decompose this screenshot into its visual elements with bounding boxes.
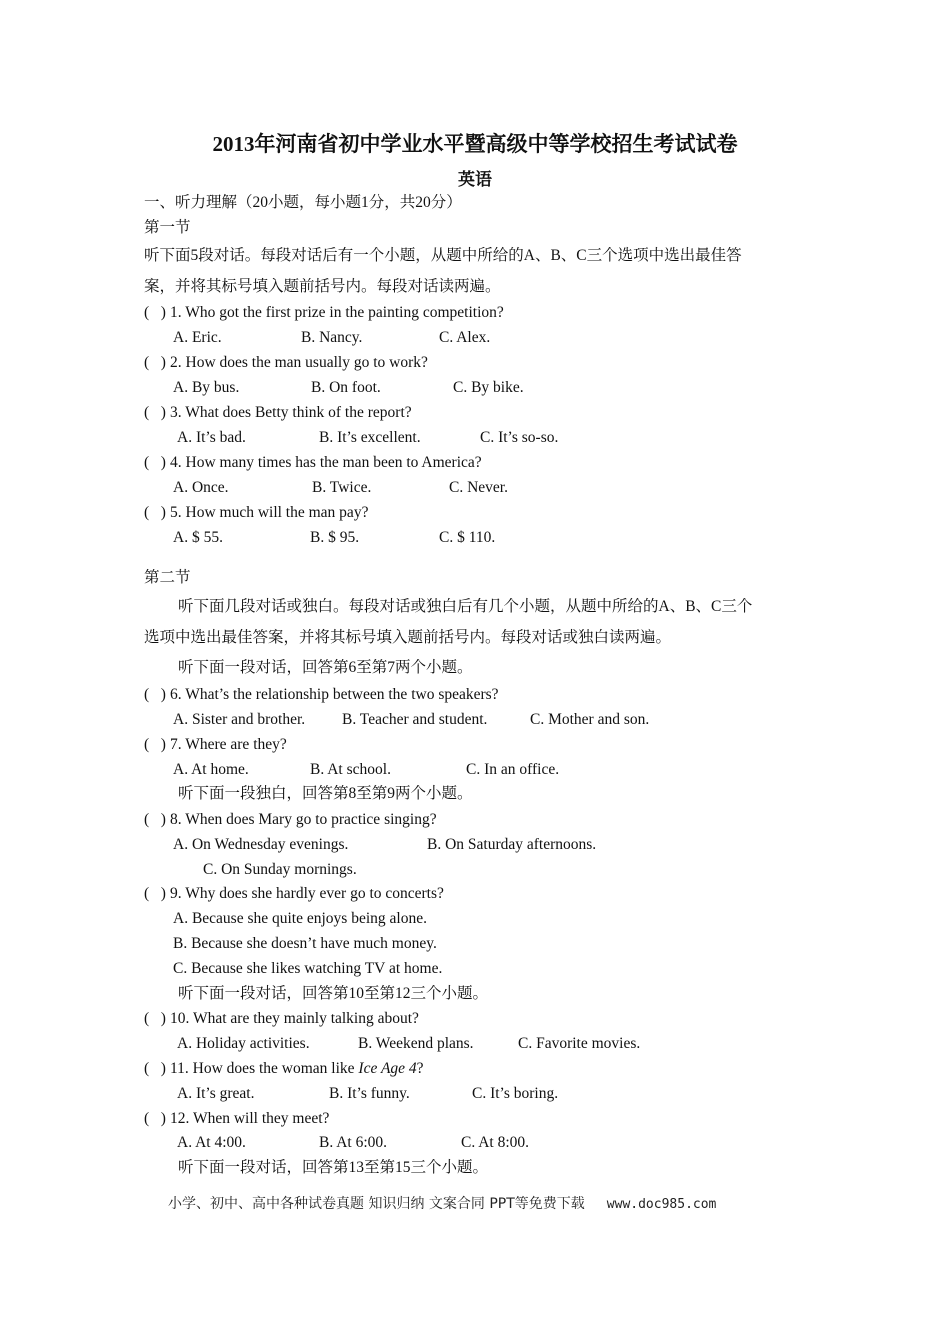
question-text: 9. Why does she hardly ever go to concerts? (170, 885, 444, 902)
question-11 (144, 1059, 424, 1079)
footer-text: 小学、初中、高中各种试卷真题 知识归纳 文案合同 PPT等免费下载 (168, 1196, 585, 1212)
answer-bracket[interactable]: ( ) (144, 811, 166, 828)
option-b: B. Twice. (312, 479, 372, 496)
answer-bracket[interactable]: ( ) (144, 504, 166, 521)
question-text-end: ? (416, 1060, 424, 1077)
option-b: B. At school. (310, 761, 391, 778)
question-text: 3. What does Betty think of the report? (170, 404, 412, 421)
answer-bracket[interactable]: ( ) (144, 404, 166, 421)
footer-url[interactable]: www.doc985.com (606, 1197, 717, 1212)
option-c: C. It’s boring. (472, 1085, 559, 1102)
option-a: A. $ 55. (173, 529, 223, 546)
option-a: A. Holiday activities. (177, 1035, 310, 1052)
question-text: 10. What are they mainly talking about? (170, 1010, 419, 1027)
option-a: A. Once. (173, 479, 229, 496)
question-1 (144, 303, 504, 323)
option-a: A. It’s great. (177, 1085, 255, 1102)
question-9 (144, 884, 444, 904)
option-b: B. At 6:00. (319, 1134, 388, 1151)
movie-title: Ice Age 4 (358, 1060, 417, 1077)
question-text: 7. Where are they? (170, 736, 287, 753)
dialogue-intro-13-15: 听下面一段对话，回答第13至第15三个小题。 (178, 1159, 489, 1176)
option-a: A. On Wednesday evenings. (173, 836, 349, 853)
answer-bracket[interactable]: ( ) (144, 1010, 166, 1027)
option-b: B. Because she doesn’t have much money. (173, 935, 437, 952)
question-3 (144, 403, 412, 423)
option-b: B. $ 95. (310, 529, 360, 546)
answer-bracket[interactable]: ( ) (144, 736, 166, 753)
option-b: B. Teacher and student. (342, 711, 488, 728)
answer-bracket[interactable]: ( ) (144, 1060, 166, 1077)
option-c: C. By bike. (453, 379, 524, 396)
option-a: A. At home. (173, 761, 249, 778)
section2-instruction-line1: 听下面几段对话或独白。每段对话或独白后有几个小题，从题中所给的A、B、C三个 (178, 598, 753, 615)
question-2 (144, 353, 428, 373)
option-c: C. In an office. (466, 761, 560, 778)
option-a: A. At 4:00. (177, 1134, 246, 1151)
option-a: A. Sister and brother. (173, 711, 306, 728)
option-c: C. Because she likes watching TV at home. (173, 960, 443, 977)
option-c: C. Never. (449, 479, 508, 496)
subject-title: 英语 (458, 170, 492, 189)
question-text: 2. How does the man usually go to work? (170, 354, 428, 371)
option-c: C. At 8:00. (461, 1134, 530, 1151)
question-4 (144, 453, 482, 473)
option-b: B. On Saturday afternoons. (427, 836, 597, 853)
section1-instruction-line2: 案，并将其标号填入题前括号内。每段对话读两遍。 (144, 278, 501, 295)
question-text: 5. How much will the man pay? (170, 504, 369, 521)
question-text: 1. Who got the first prize in the painting competition? (170, 304, 504, 321)
option-c: C. On Sunday mornings. (203, 861, 357, 878)
question-text: 11. How does the woman like (170, 1060, 359, 1077)
option-c: C. $ 110. (439, 529, 496, 546)
part1-heading: 一、听力理解（20小题，每小题1分，共20分） (144, 194, 462, 211)
option-b: B. It’s excellent. (319, 429, 421, 446)
option-a: A. Eric. (173, 329, 222, 346)
answer-bracket[interactable]: ( ) (144, 304, 166, 321)
section1-instruction-line1: 听下面5段对话。每段对话后有一个小题，从题中所给的A、B、C三个选项中选出最佳答 (144, 247, 742, 264)
question-text: 12. When will they meet? (170, 1110, 330, 1127)
dialogue-intro-6-7: 听下面一段对话，回答第6至第7两个小题。 (178, 659, 473, 676)
section2-instruction-line2: 选项中选出最佳答案，并将其标号填入题前括号内。每段对话或独白读两遍。 (144, 629, 672, 646)
exam-title: 2013年河南省初中学业水平暨高级中等学校招生考试试卷 (212, 132, 738, 156)
option-b: B. It’s funny. (329, 1085, 410, 1102)
question-8 (144, 810, 437, 830)
question-text: 6. What’s the relationship between the two speakers? (170, 686, 499, 703)
question-10 (144, 1009, 419, 1029)
question-6 (144, 685, 499, 705)
option-b: B. On foot. (311, 379, 381, 396)
dialogue-intro-10-12: 听下面一段对话，回答第10至第12三个小题。 (178, 985, 489, 1002)
question-text: 8. When does Mary go to practice singing? (170, 811, 437, 828)
page-footer (168, 1194, 716, 1215)
answer-bracket[interactable]: ( ) (144, 885, 166, 902)
answer-bracket[interactable]: ( ) (144, 1110, 166, 1127)
section2-label: 第二节 (144, 569, 191, 586)
question-12 (144, 1109, 329, 1129)
option-c: C. Favorite movies. (518, 1035, 641, 1052)
option-b: B. Nancy. (301, 329, 363, 346)
option-a: A. By bus. (173, 379, 240, 396)
answer-bracket[interactable]: ( ) (144, 354, 166, 371)
option-a: A. It’s bad. (177, 429, 246, 446)
option-a: A. Because she quite enjoys being alone. (173, 910, 427, 927)
question-text: 4. How many times has the man been to America? (170, 454, 482, 471)
option-c: C. Alex. (439, 329, 491, 346)
question-5 (144, 503, 368, 523)
monologue-intro-8-9: 听下面一段独白，回答第8至第9两个小题。 (178, 785, 473, 802)
answer-bracket[interactable]: ( ) (144, 686, 166, 703)
question-7 (144, 735, 287, 755)
option-c: C. Mother and son. (530, 711, 650, 728)
answer-bracket[interactable]: ( ) (144, 454, 166, 471)
option-b: B. Weekend plans. (358, 1035, 474, 1052)
section1-label: 第一节 (144, 219, 191, 236)
option-c: C. It’s so-so. (480, 429, 559, 446)
